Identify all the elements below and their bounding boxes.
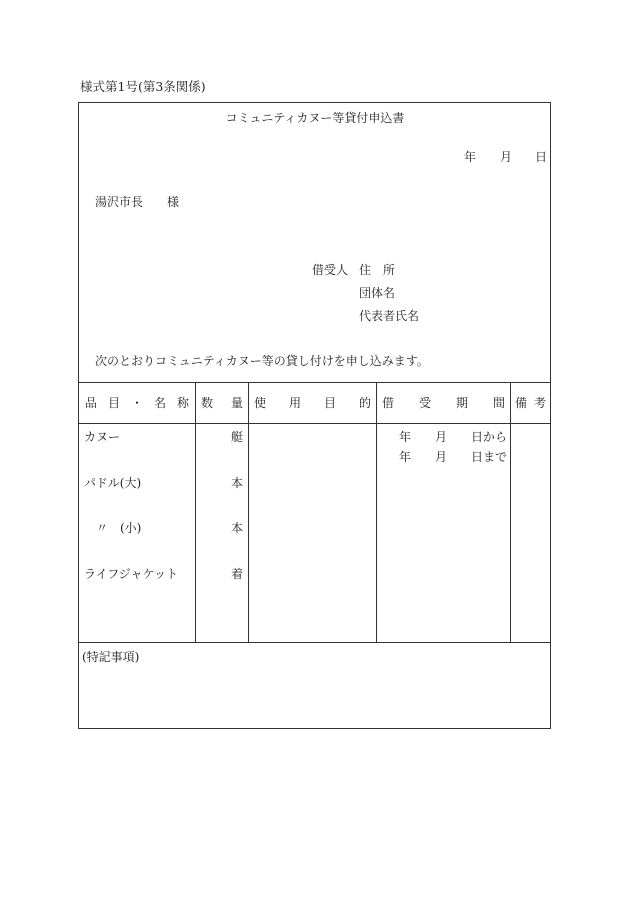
applicant-label: 借受人: [312, 263, 349, 277]
period-to-day: 日まで: [471, 450, 508, 464]
header-char: 備: [515, 396, 528, 410]
row-item-name: ライフジャケット: [84, 567, 178, 581]
form-title: コミュニティカヌー等貸付申込書: [225, 111, 405, 125]
header-char: 考: [533, 396, 546, 410]
address-label: 住 所: [359, 263, 396, 277]
column-divider: [376, 382, 377, 642]
header-char: 間: [492, 396, 505, 410]
header-quantity: [201, 396, 243, 410]
header-char: 借: [382, 396, 395, 410]
representative-label: 代表者氏名: [359, 309, 420, 323]
special-notes-label: (特記事項): [82, 650, 140, 664]
period-to-year: 年: [399, 450, 412, 464]
group-label: 団体名: [359, 286, 396, 300]
row-unit: 艇: [231, 430, 244, 444]
period-from-year: 年: [399, 430, 412, 444]
header-char: 量: [230, 396, 243, 410]
header-remarks: [515, 396, 546, 410]
header-char: 期: [455, 396, 468, 410]
column-divider: [248, 382, 249, 642]
row-item-name: カヌー: [84, 430, 121, 444]
period-from-month: 月: [435, 430, 448, 444]
header-char: 品: [85, 396, 98, 410]
header-char: 使: [254, 396, 267, 410]
row-unit: 着: [231, 567, 244, 581]
header-char: 的: [358, 396, 371, 410]
column-divider: [510, 382, 511, 642]
date-day: 日: [535, 150, 548, 164]
date-year: 年: [464, 150, 477, 164]
header-char: 用: [288, 396, 301, 410]
header-char: 称: [176, 396, 189, 410]
header-char: 目: [107, 396, 120, 410]
notes-top-line: [78, 642, 551, 643]
column-divider: [195, 382, 196, 642]
application-statement: 次のとおりコミュニティカヌー等の貸し付けを申し込みます。: [95, 354, 429, 368]
form-number: 様式第1号(第3条関係): [80, 79, 206, 94]
header-top-line: [78, 382, 551, 383]
header-char: 数: [201, 396, 214, 410]
row-unit: 本: [231, 476, 244, 490]
row-item-name: パドル(大): [84, 476, 142, 490]
header-period: [382, 396, 505, 410]
row-item-name: 〃 (小): [96, 521, 142, 535]
header-item-name: [85, 396, 189, 410]
header-char: 受: [418, 396, 431, 410]
date-month: 月: [500, 150, 513, 164]
header-bottom-line: [78, 423, 551, 424]
period-to-month: 月: [435, 450, 448, 464]
addressee-name: 湯沢市長: [95, 195, 144, 209]
header-char: 名: [153, 396, 166, 410]
addressee-honorific: 様: [167, 195, 180, 209]
header-char: 目: [323, 396, 336, 410]
header-purpose: [254, 396, 371, 410]
period-from-day: 日から: [471, 430, 508, 444]
header-char: ・: [130, 396, 143, 410]
row-unit: 本: [231, 521, 244, 535]
application-form: [78, 102, 551, 729]
